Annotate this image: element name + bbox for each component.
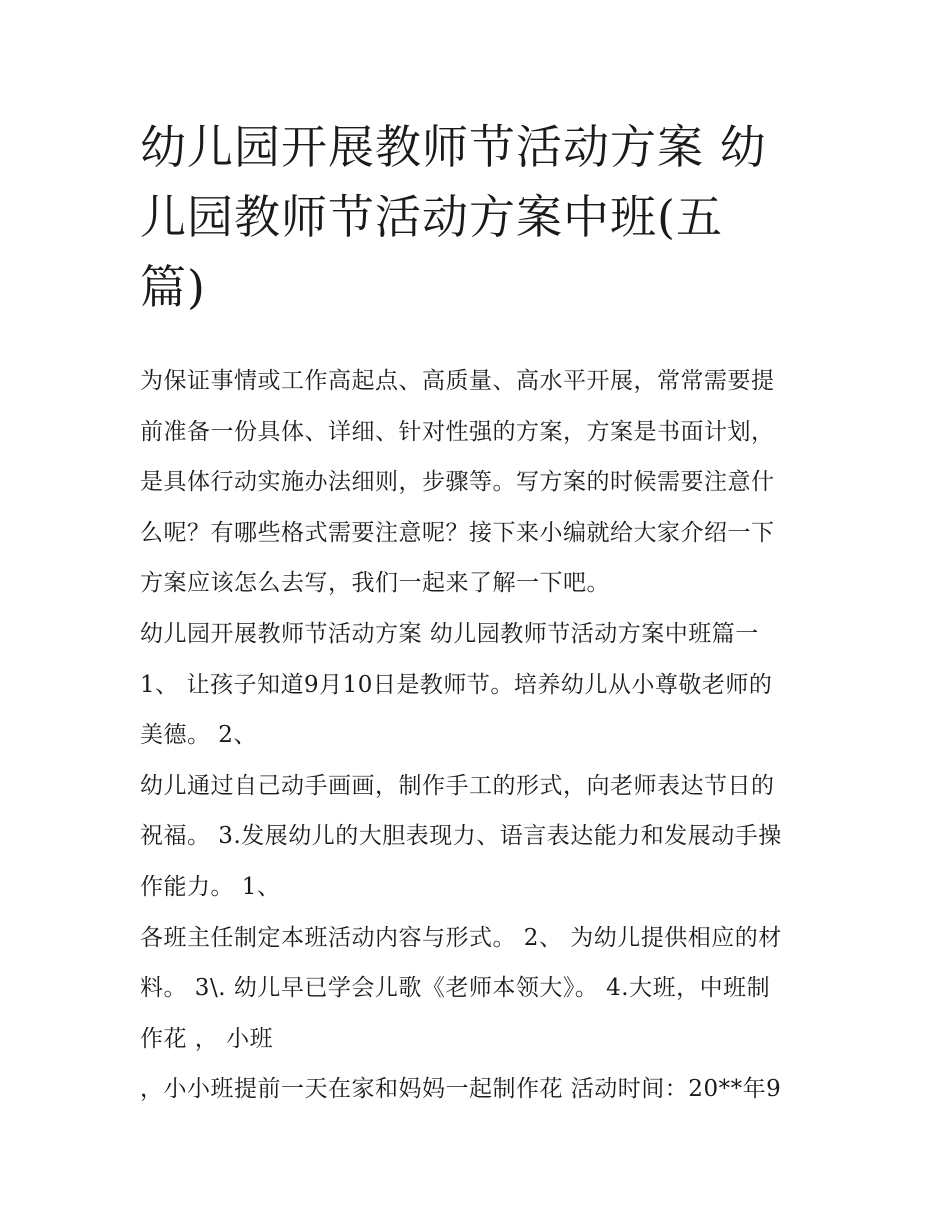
body-line: 作花 ， 小班 <box>140 1025 274 1052</box>
body-line: 前准备一份具体、详细、针对性强的方案，方案是书面计划， <box>140 418 775 445</box>
body-line: 美德。 2、 <box>140 722 257 749</box>
body-line: 方案应该怎么去写，我们一起来了解一下吧。 <box>140 570 610 597</box>
document-title <box>140 112 812 322</box>
title-line: 篇) <box>140 260 206 314</box>
body-line: 作能力。 1、 <box>140 873 281 900</box>
title-line: 儿园教师节活动方案中班(五 <box>140 190 723 244</box>
body-line: 各班主任制定本班活动内容与形式。 2、 为幼儿提供相应的材 <box>140 924 782 951</box>
body-line: 幼儿通过自己动手画画，制作手工的形式，向老师表达节日的 <box>140 772 775 799</box>
body-line: 是具体行动实施办法细则，步骤等。写方案的时候需要注意什 <box>140 469 775 496</box>
title-line: 幼儿园开展教师节活动方案 幼 <box>140 120 767 174</box>
body-line: 1、 让孩子知道9月10日是教师节。培养幼儿从小尊敬老师的 <box>140 671 773 698</box>
body-line: 么呢？有哪些格式需要注意呢？接下来小编就给大家介绍一下 <box>140 519 775 546</box>
document-body <box>140 356 820 1115</box>
body-line: ，小小班提前一天在家和妈妈一起制作花 活动时间：20**年9 <box>140 1076 782 1103</box>
body-line: 料。 3\. 幼儿早已学会儿歌《老师本领大》。 4.大班，中班制 <box>140 975 771 1002</box>
body-line: 祝福。 3.发展幼儿的大胆表现力、语言表达能力和发展动手操 <box>140 823 782 850</box>
section-heading: 幼儿园开展教师节活动方案 幼儿园教师节活动方案中班篇一 <box>140 620 759 647</box>
body-line: 为保证事情或工作高起点、高质量、高水平开展，常常需要提 <box>140 368 775 394</box>
